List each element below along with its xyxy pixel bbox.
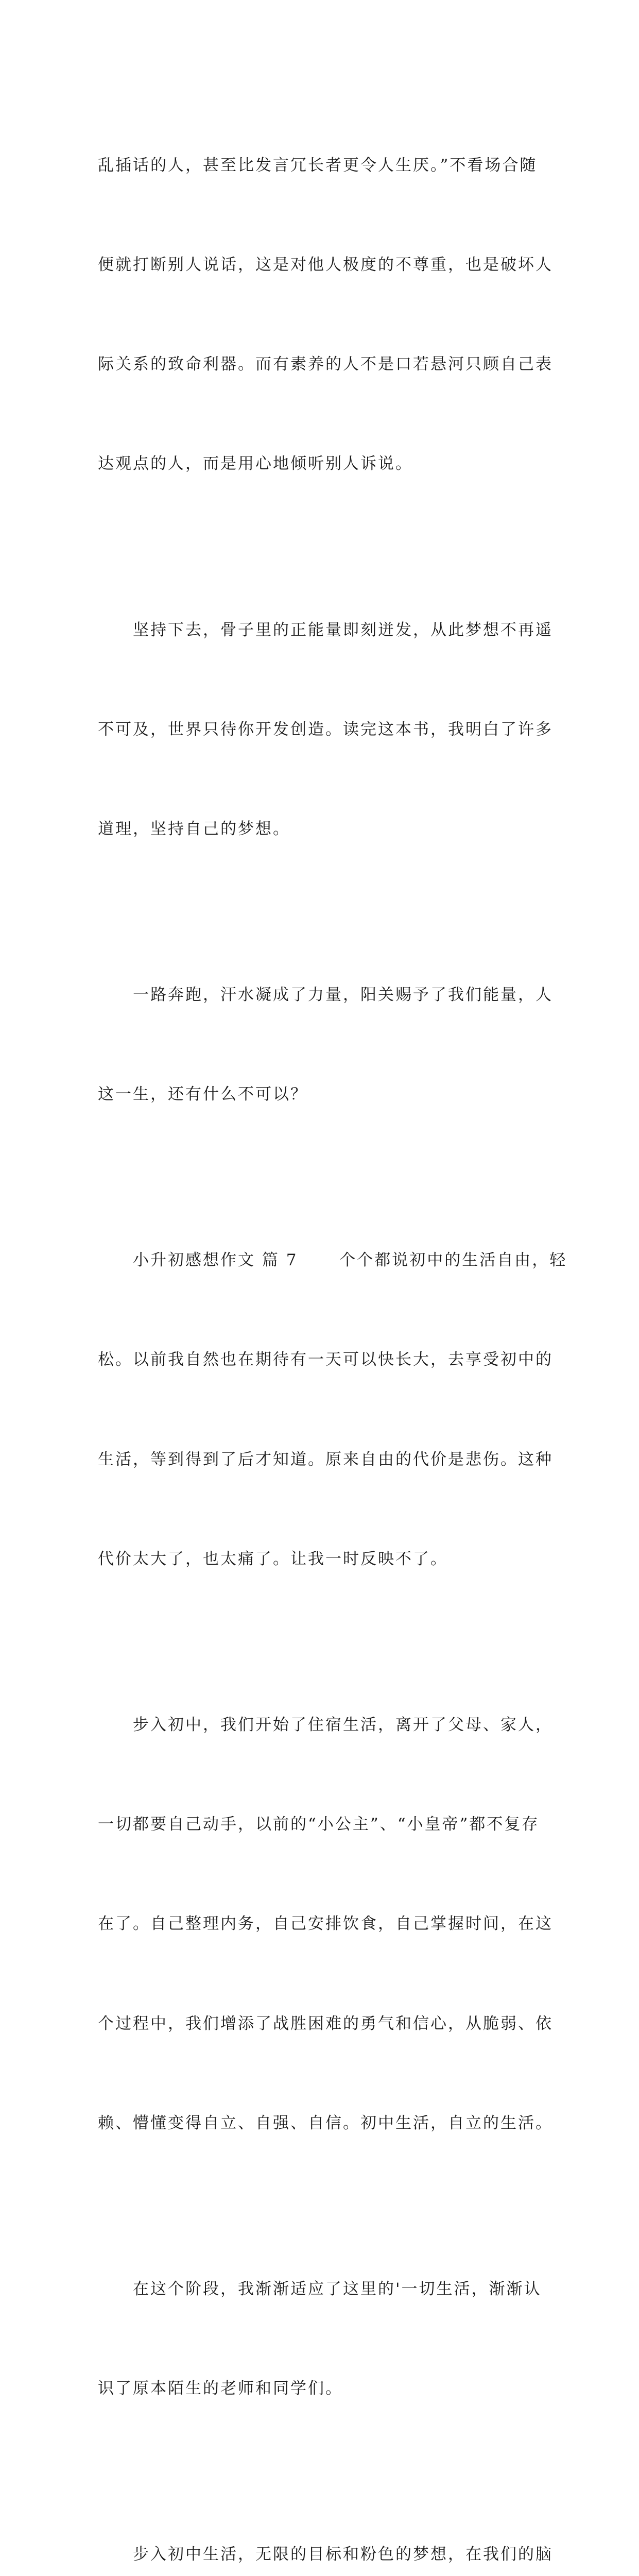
text-line: 际关系的致命利器。而有素养的人不是口若悬河只顾自己表 xyxy=(98,355,553,374)
text-line: 达观点的人，而是用心地倾听别人诉说。 xyxy=(98,454,413,473)
text-line: 在了。自己整理内务，自己安排饮食，自己掌握时间，在这 xyxy=(98,1914,553,1934)
paragraph xyxy=(98,2471,553,2576)
text-line: 小升初感想作文 篇 7 个个都说初中的生活自由，轻 xyxy=(98,1251,567,1270)
text-line: 松。以前我自然也在期待有一天可以快长大，去享受初中的 xyxy=(98,1350,553,1369)
text-line: 乱插话的人，甚至比发言冗长者更令人生厌。”不看场合随 xyxy=(98,156,538,175)
text-line: 生活，等到得到了后才知道。原来自由的代价是悲伤。这种 xyxy=(98,1450,553,1469)
text-line: 道理，坚持自己的梦想。 xyxy=(98,819,290,838)
text-line: 步入初中，我们开始了住宿生活，离开了父母、家人， xyxy=(98,1715,553,1734)
paragraph xyxy=(98,1642,553,2206)
text-line: 一路奔跑，汗水凝成了力量，阳关赐予了我们能量，人 xyxy=(98,985,553,1004)
text-line: 一切都要自己动手，以前的“小公主”、“小皇帝”都不复存 xyxy=(98,1815,540,1834)
paragraph xyxy=(98,2206,541,2471)
paragraph xyxy=(98,547,553,912)
essay-body xyxy=(98,82,567,2576)
text-line: 坚持下去，骨子里的正能量即刻迸发，从此梦想不再遥 xyxy=(98,620,553,639)
text-line: 这一生，还有什么不可以？ xyxy=(98,1085,308,1104)
text-line: 个过程中，我们增添了战胜困难的勇气和信心，从脆弱、依 xyxy=(98,2014,553,2033)
text-line: 便就打断别人说话，这是对他人极度的不尊重，也是破坏人 xyxy=(98,256,553,275)
paragraph xyxy=(98,82,553,547)
text-line: 代价太大了，也太痛了。让我一时反映不了。 xyxy=(98,1549,448,1568)
text-line: 在这个阶段，我渐渐适应了这里的'一切生活，渐渐认 xyxy=(98,2279,542,2298)
paragraph xyxy=(98,912,553,1177)
text-line: 识了原本陌生的老师和同学们。 xyxy=(98,2379,343,2398)
text-line: 不可及，世界只待你开发创造。读完这本书，我明白了许多 xyxy=(98,720,553,739)
paragraph xyxy=(98,1177,567,1642)
text-line: 赖、懵懂变得自立、自强、自信。初中生活，自立的生活。 xyxy=(98,2113,553,2132)
text-line: 步入初中生活，无限的目标和粉色的梦想，在我们的脑 xyxy=(98,2545,553,2564)
